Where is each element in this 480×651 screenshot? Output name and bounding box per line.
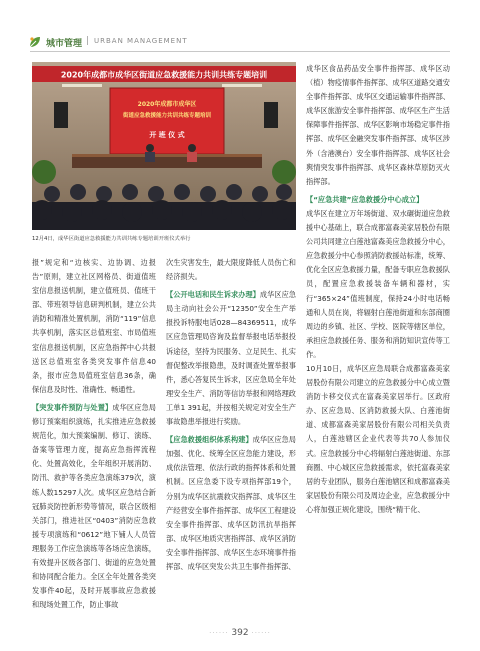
training-ceremony-photo xyxy=(32,62,296,230)
section-title-en: URBAN MANAGEMENT xyxy=(94,37,188,45)
mid-paragraph-2-body: 成华区应急局主动向社会公开“12350”安全生产举报投诉特服电话028—84369511，成华区应急管理局咨询及监督举报电话举报投诉途径，坚持为民服务、立足民生、扎实督促整改举报隐患，及时调查处置举报事件，悉心答复民生诉求，区应急局全年处理安全生产、消防等信访举报和网络理政工单1 391起，并按相关规定对安全生产事故隐患举报进行奖励。 xyxy=(166,290,296,427)
right-column xyxy=(306,62,450,517)
mid-paragraph-1: 次生灾害发生，最大限度降低人员伤亡和经济损失。 xyxy=(166,258,296,282)
mid-paragraph-3-body: 成华区应急局加强、优化、统筹全区应急能力建设，形成依法管理、依法行政的指挥体系和处置机制。区应急委下设专项指挥部19个，分别为成华区抗震救灾指挥部、成华区生产经营安全事件指挥部、成华区工程建设安全事件指挥部、成华区防汛抗旱指挥部、成华区地质灾害指挥部、成华区消防安全事件指挥部、成华区生态环境事件指挥部、成华区突发公共卫生事件指挥部、 xyxy=(166,435,296,571)
city-leaf-icon xyxy=(28,34,42,48)
screen-line-2: 街道应急救援能力共训共练专题培训 xyxy=(122,113,212,119)
left-paragraph-2-body: 成华区应急局修订预案组织演练，扎实推进应急救援规范化，加大预案编制、修订、演练、备案等管理力度，提高应急指挥流程化、处置高效化，全年组织开展消防、防汛、救护等各类应急演练379次，演练人数15297人次。成华区应急结合新冠肺炎防控新形势等情况，联合区级相关部门，推进社区“0403”消防应急救援专项演练和“0612”地下铺人人员管理服务工作应急演练等各场应急演练，有效提升区级各部门、街道的应急处置和协同配合能力。全区全年处置各类突发事件40起，及时开展事故应急救援和现场处置工作，防止事故 xyxy=(32,402,156,610)
page-dashes-left: ······ xyxy=(209,629,229,637)
left-paragraph-2 xyxy=(32,401,156,612)
section-heading-incident-handling: 【突发事件预防与处置】 xyxy=(32,402,113,412)
section-heading-rescue-subcenter: 【“应急共建”应急救援分中心成立】 xyxy=(306,194,424,204)
left-column xyxy=(32,256,156,612)
page-dashes-right: ······ xyxy=(251,629,271,637)
right-paragraph-3: 10月10日，成华区应急局联合成都富森美家居股份有限公司建立的应急救援分中心成立暨消防卡移交仪式在富森美家居举行。区政府办、区应急局、区消防救援大队、白莲池街道、成都富森美家居股份有限公司相关负责人，白莲池辖区企业代表等共70人参加仪式。应急救援分中心将辐射白莲池街道、东部商圈、中心城区应急救援需求，依托富森美家居的专业团队，服务白莲池辖区和成都富森美家居股份有限公司及周边企业，应急救援分中心将加强正规化建设，围绕“精干化、 xyxy=(306,363,450,514)
section-heading-hotline: 【公开电话和民生诉求办理】 xyxy=(166,290,260,300)
page-header xyxy=(0,0,480,60)
page-number xyxy=(0,628,480,638)
right-paragraph-2: 成华区在建立万年场街道、双水碾街道应急救援中心基础上，联合成都富森美家居股份有限公司共同建立白莲池富森美应急救援分中心，应急救援分中心参照消防救援站标准，统筹、优化全区应急救援力量，配备专职应急救援队员，配置应急救援装备车辆和器材，实行“365×24”值班制度，保持24小时电话畅通和人员在岗，将辐射白莲池街道和东部商圈周边的乡镇、社区、学校、医院等辖区单位，承担应急救援任务、服务和消防知识宣传等工作。 xyxy=(306,208,450,359)
mid-paragraph-2 xyxy=(166,288,296,429)
mid-paragraph-3 xyxy=(166,433,296,574)
page-number-value: 392 xyxy=(231,628,249,638)
section-title: 城市管理 xyxy=(46,39,83,49)
left-paragraph-1: 报”规定和“边核实、边协调、边报告”原则，建立社区网格员、街道值班室信息报送机制，建立值班员、值班干部、带班领导信息研判机制，建立公共消防和精准处置机制，消防“119”信息共享机制，落实区总值班室、市局值班室信息报送机制，区应急指挥中心共报送区总值班室各类突发事件信息40条，报市应急局值班室信息36条，确保信息及时性、准确性、畅通性。 xyxy=(32,258,156,394)
photo-caption: 12月4日，成华区街道应急救援能力共训共练专题培训开班仪式举行 xyxy=(32,236,191,242)
screen-line-1: 2020年成都市成华区 xyxy=(137,101,197,108)
screen-line-3: 开 班 仪 式 xyxy=(149,131,185,139)
right-paragraph-1: 成华区食品药品安全事件指挥部、成华区动（植）物疫情事件指挥部、成华区道路交通安全事件指挥部、成华区交通运输事件指挥部、成华区旅游安全事件指挥部、成华区生产生活保障事件指挥部、成华区影响市场稳定事件指挥部、成华区金融突发事件指挥部、成华区涉外（含港澳台）安全事件指挥部、成华区社会舆情突发事件指挥部、成华区森林草原防灭火指挥部。 xyxy=(306,64,450,186)
section-heading-rescue-system: 【应急救援组织体系构建】 xyxy=(166,435,253,445)
banner-top-text: 2020年成都市成华区街道应急救援能力共训共练专题培训 xyxy=(60,70,268,80)
header-rule xyxy=(30,51,450,52)
header-divider: | xyxy=(86,36,90,46)
middle-column xyxy=(166,256,296,574)
